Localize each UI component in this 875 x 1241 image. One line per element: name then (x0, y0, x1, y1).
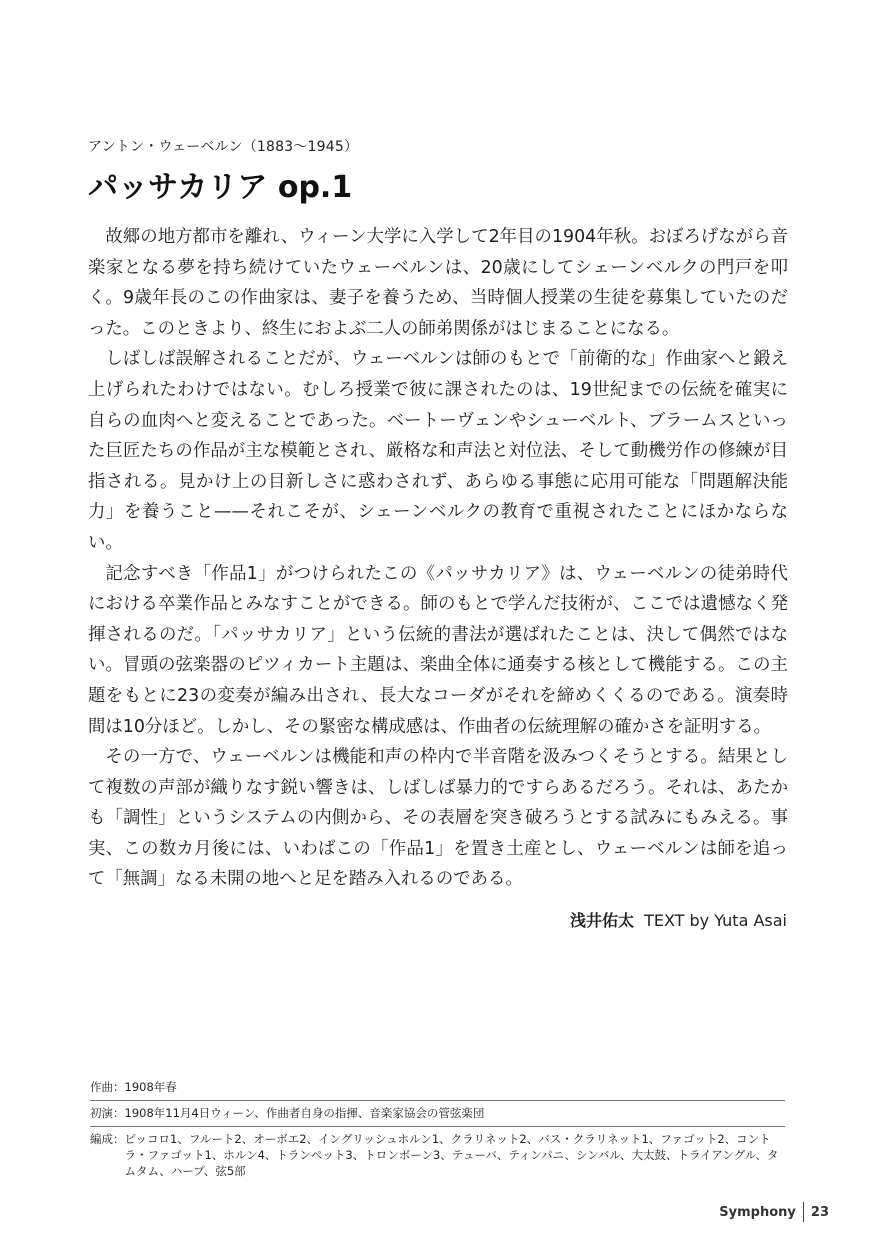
page-footer (719, 1202, 829, 1222)
footer-divider (803, 1202, 804, 1222)
paragraph-3: 記念すべき「作品1」がつけられたこの《パッサカリア》は、ウェーベルンの徒弟時代における卒業作品とみなすことができる。師のもとで学んだ技術が、ここでは遺憾なく発揮されるのだ。「パッサカリア」という伝統的書法が選ばれたことは、決して偶然ではない。冒頭の弦楽器のピツィカート主題は、楽曲全体に通奏する核として機能する。この主題をもとに23の変奏が編み出され、長大なコーダがそれを締めくくるのである。演奏時間は10分ほど。しかし、その緊密な構成感は、作曲者の伝統理解の確かさを証明する。 (88, 563, 788, 737)
instrumentation-label: 編成： (90, 1132, 125, 1146)
instrumentation-list: ピッコロ1、フルート2、オーボエ2、イングリッシュホルン1、クラリネット2、バス・クラリネット1、ファゴット2、コントラ・ファゴット1、ホルン4、トランペット3、トロンボーン3、テューバ、ティンパニ、シンバル、大太鼓、トライアングル、タムタム、ハープ、弦5部 (124, 1132, 779, 1178)
article-body (88, 222, 788, 895)
paragraph-4: その一方で、ウェーベルンは機能和声の枠内で半音階を汲みつくそうとする。結果として複数の声部が織りなす鋭い響きは、しばしば暴力的ですらあるだろう。それは、あたかも「調性」というシステムの内側から、その表層を突き破ろうとする試みにもみえる。事実、この数カ月後には、いわばこの「作品1」を置き土産とし、ウェーベルンは師を追って「無調」なる未開の地へと足を踏み入れるのである。 (88, 747, 788, 890)
instrumentation-info (90, 1126, 785, 1184)
author-credit (570, 908, 787, 931)
publication-name: Symphony (719, 1204, 796, 1220)
composed-date: 作曲：1908年春 (90, 1080, 177, 1094)
composer-line: アントン・ウェーベルン（1883～1945） (88, 139, 359, 155)
work-info (90, 1075, 785, 1184)
page-title: パッサカリア op.1 (88, 170, 353, 205)
author-name-jp: 浅井佑太 (569, 911, 634, 930)
page-number: 23 (810, 1204, 829, 1220)
author-name-en: TEXT by Yuta Asai (644, 911, 787, 930)
paragraph-1: 故郷の地方都市を離れ、ウィーン大学に入学して2年目の1904年秋。おぼろげながら音楽家となる夢を持ち続けていたウェーベルンは、20歳にしてシェーンベルクの門戸を叩く。9歳年長のこの作曲家は、妻子を養うため、当時個人授業の生徒を募集していたのだった。このときより、終生におよぶ二人の師弟関係がはじまることになる。 (88, 227, 788, 339)
paragraph-2: しばしば誤解されることだが、ウェーベルンは師のもとで「前衛的な」作曲家へと鍛え上げられたわけではない。むしろ授業で彼に課されたのは、19世紀までの伝統を確実に自らの血肉へと変えることであった。ベートーヴェンやシューベルト、ブラームスといった巨匠たちの作品が主な模範とされ、厳格な和声法と対位法、そして動機労作の修練が目指される。見かけ上の目新しさに惑わされず、あらゆる事態に応用可能な「問題解決能力」を養うこと——それこそが、シェーンベルクの教育で重視されたことにほかならない。 (88, 349, 788, 553)
premiere-info: 初演：1908年11月4日ウィーン、作曲者自身の指揮、音楽家協会の管弦楽団 (90, 1100, 785, 1126)
